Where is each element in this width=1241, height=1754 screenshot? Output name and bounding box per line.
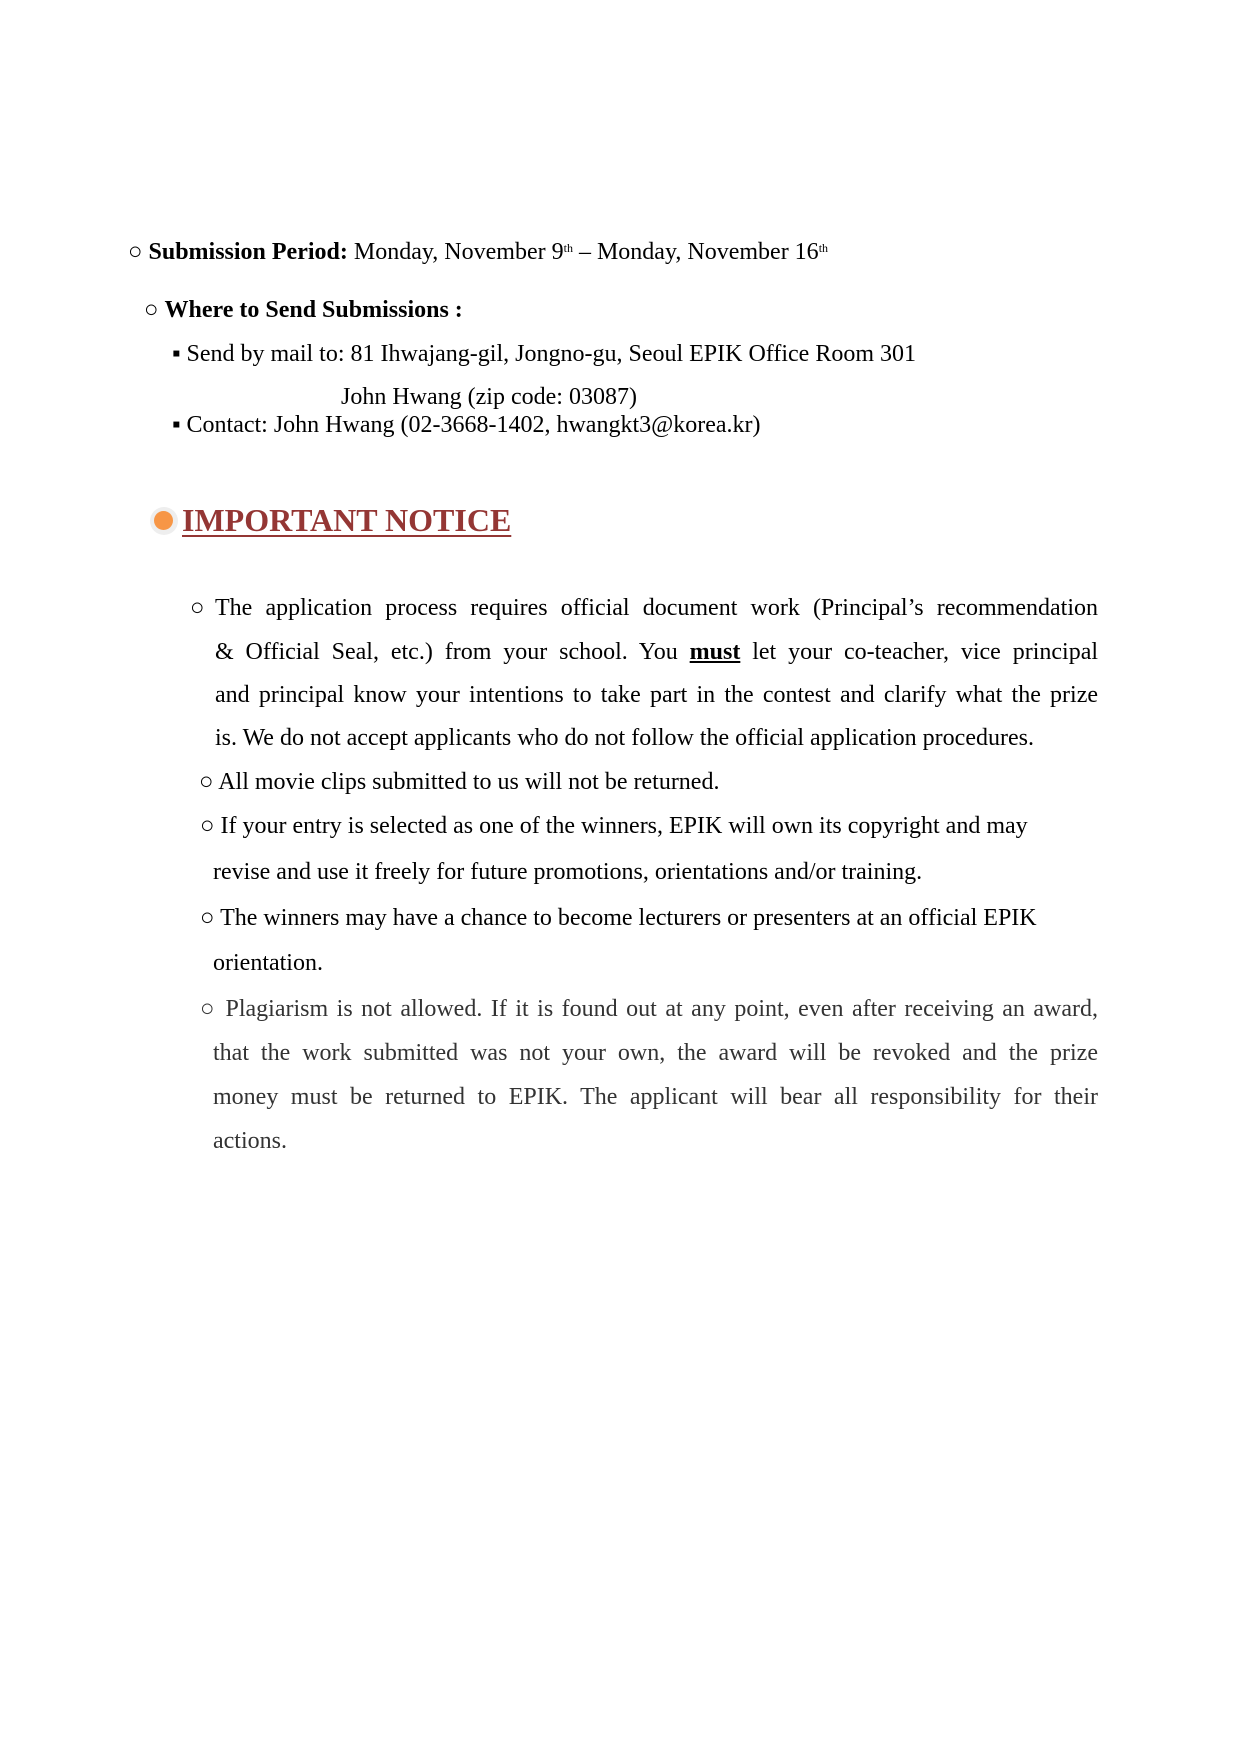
ordinal-suffix: th [563, 241, 573, 255]
circle-bullet-icon: ○ [128, 239, 143, 265]
mail-address-text: Send by mail to: 81 Ihwajang-gil, Jongno-gu, Seoul EPIK Office Room 301 [186, 341, 916, 367]
text: All movie clips submitted to us will not be returned. [218, 769, 720, 795]
notice-p5-line1 [200, 995, 1098, 1023]
notice-p5-line3: money must be returned to EPIK. The applicant will bear all responsibility for their [213, 1084, 1098, 1110]
notice-p4-line2: orientation. [213, 950, 323, 976]
notice-p1-line1: The application process requires official document work (Principal’s recommendation [215, 595, 1098, 621]
submission-label: Submission Period: [148, 239, 348, 265]
notice-p3-line1 [200, 812, 1028, 840]
text: If your entry is selected as one of the winners, EPIK will own its copyright and may [220, 813, 1028, 839]
submission-end: Monday, November 16 [596, 239, 819, 265]
notice-p1-line2 [215, 638, 1098, 666]
square-bullet-icon: ▪ [172, 341, 181, 367]
circle-bullet-icon: ○ [200, 996, 217, 1022]
circle-bullet-icon: ○ [199, 769, 214, 795]
circle-bullet-icon: ○ [144, 297, 159, 323]
circle-bullet-icon: ○ [190, 595, 205, 621]
notice-p2 [199, 768, 719, 796]
date-separator: – [572, 239, 597, 265]
notice-p5-line4: actions. [213, 1128, 287, 1154]
notice-p5-line2: that the work submitted was not your own, the award will be revoked and the prize [213, 1040, 1098, 1066]
text: Plagiarism is not allowed. If it is found out at any point, even after receiving an award, [225, 996, 1099, 1022]
circle-bullet-icon: ○ [200, 813, 215, 839]
notice-p1-line3: and principal know your intentions to take part in the contest and clarify what the prize [215, 682, 1098, 708]
contact-text: Contact: John Hwang (02-3668-1402, hwangkt3@korea.kr) [186, 412, 761, 438]
orange-dot-icon [150, 507, 178, 535]
ordinal-suffix: th [818, 241, 829, 255]
mail-address-line2: John Hwang (zip code: 03087) [341, 384, 637, 410]
notice-title: IMPORTANT NOTICE [182, 502, 512, 538]
important-notice-heading [150, 502, 511, 539]
circle-bullet-icon: ○ [200, 905, 215, 931]
where-label: Where to Send Submissions : [164, 297, 463, 323]
notice-p1-line4: is. We do not accept applicants who do not follow the official application procedures. [215, 725, 1034, 751]
where-heading [144, 296, 463, 324]
contact [172, 411, 761, 439]
text: let your co-teacher, vice principal [752, 639, 1099, 665]
notice-p3-line2: revise and use it freely for future promotions, orientations and/or training. [213, 859, 923, 885]
submission-start: Monday, November 9 [353, 239, 564, 265]
square-bullet-icon: ▪ [172, 412, 181, 438]
notice-p4-line1 [200, 904, 1037, 932]
must-emphasis: must [689, 639, 741, 665]
text: & Official Seal, etc.) from your school. You [215, 639, 678, 665]
mail-address [172, 340, 916, 368]
submission-period [128, 238, 828, 266]
text: The winners may have a chance to become lecturers or presenters at an official EPIK [220, 905, 1037, 931]
